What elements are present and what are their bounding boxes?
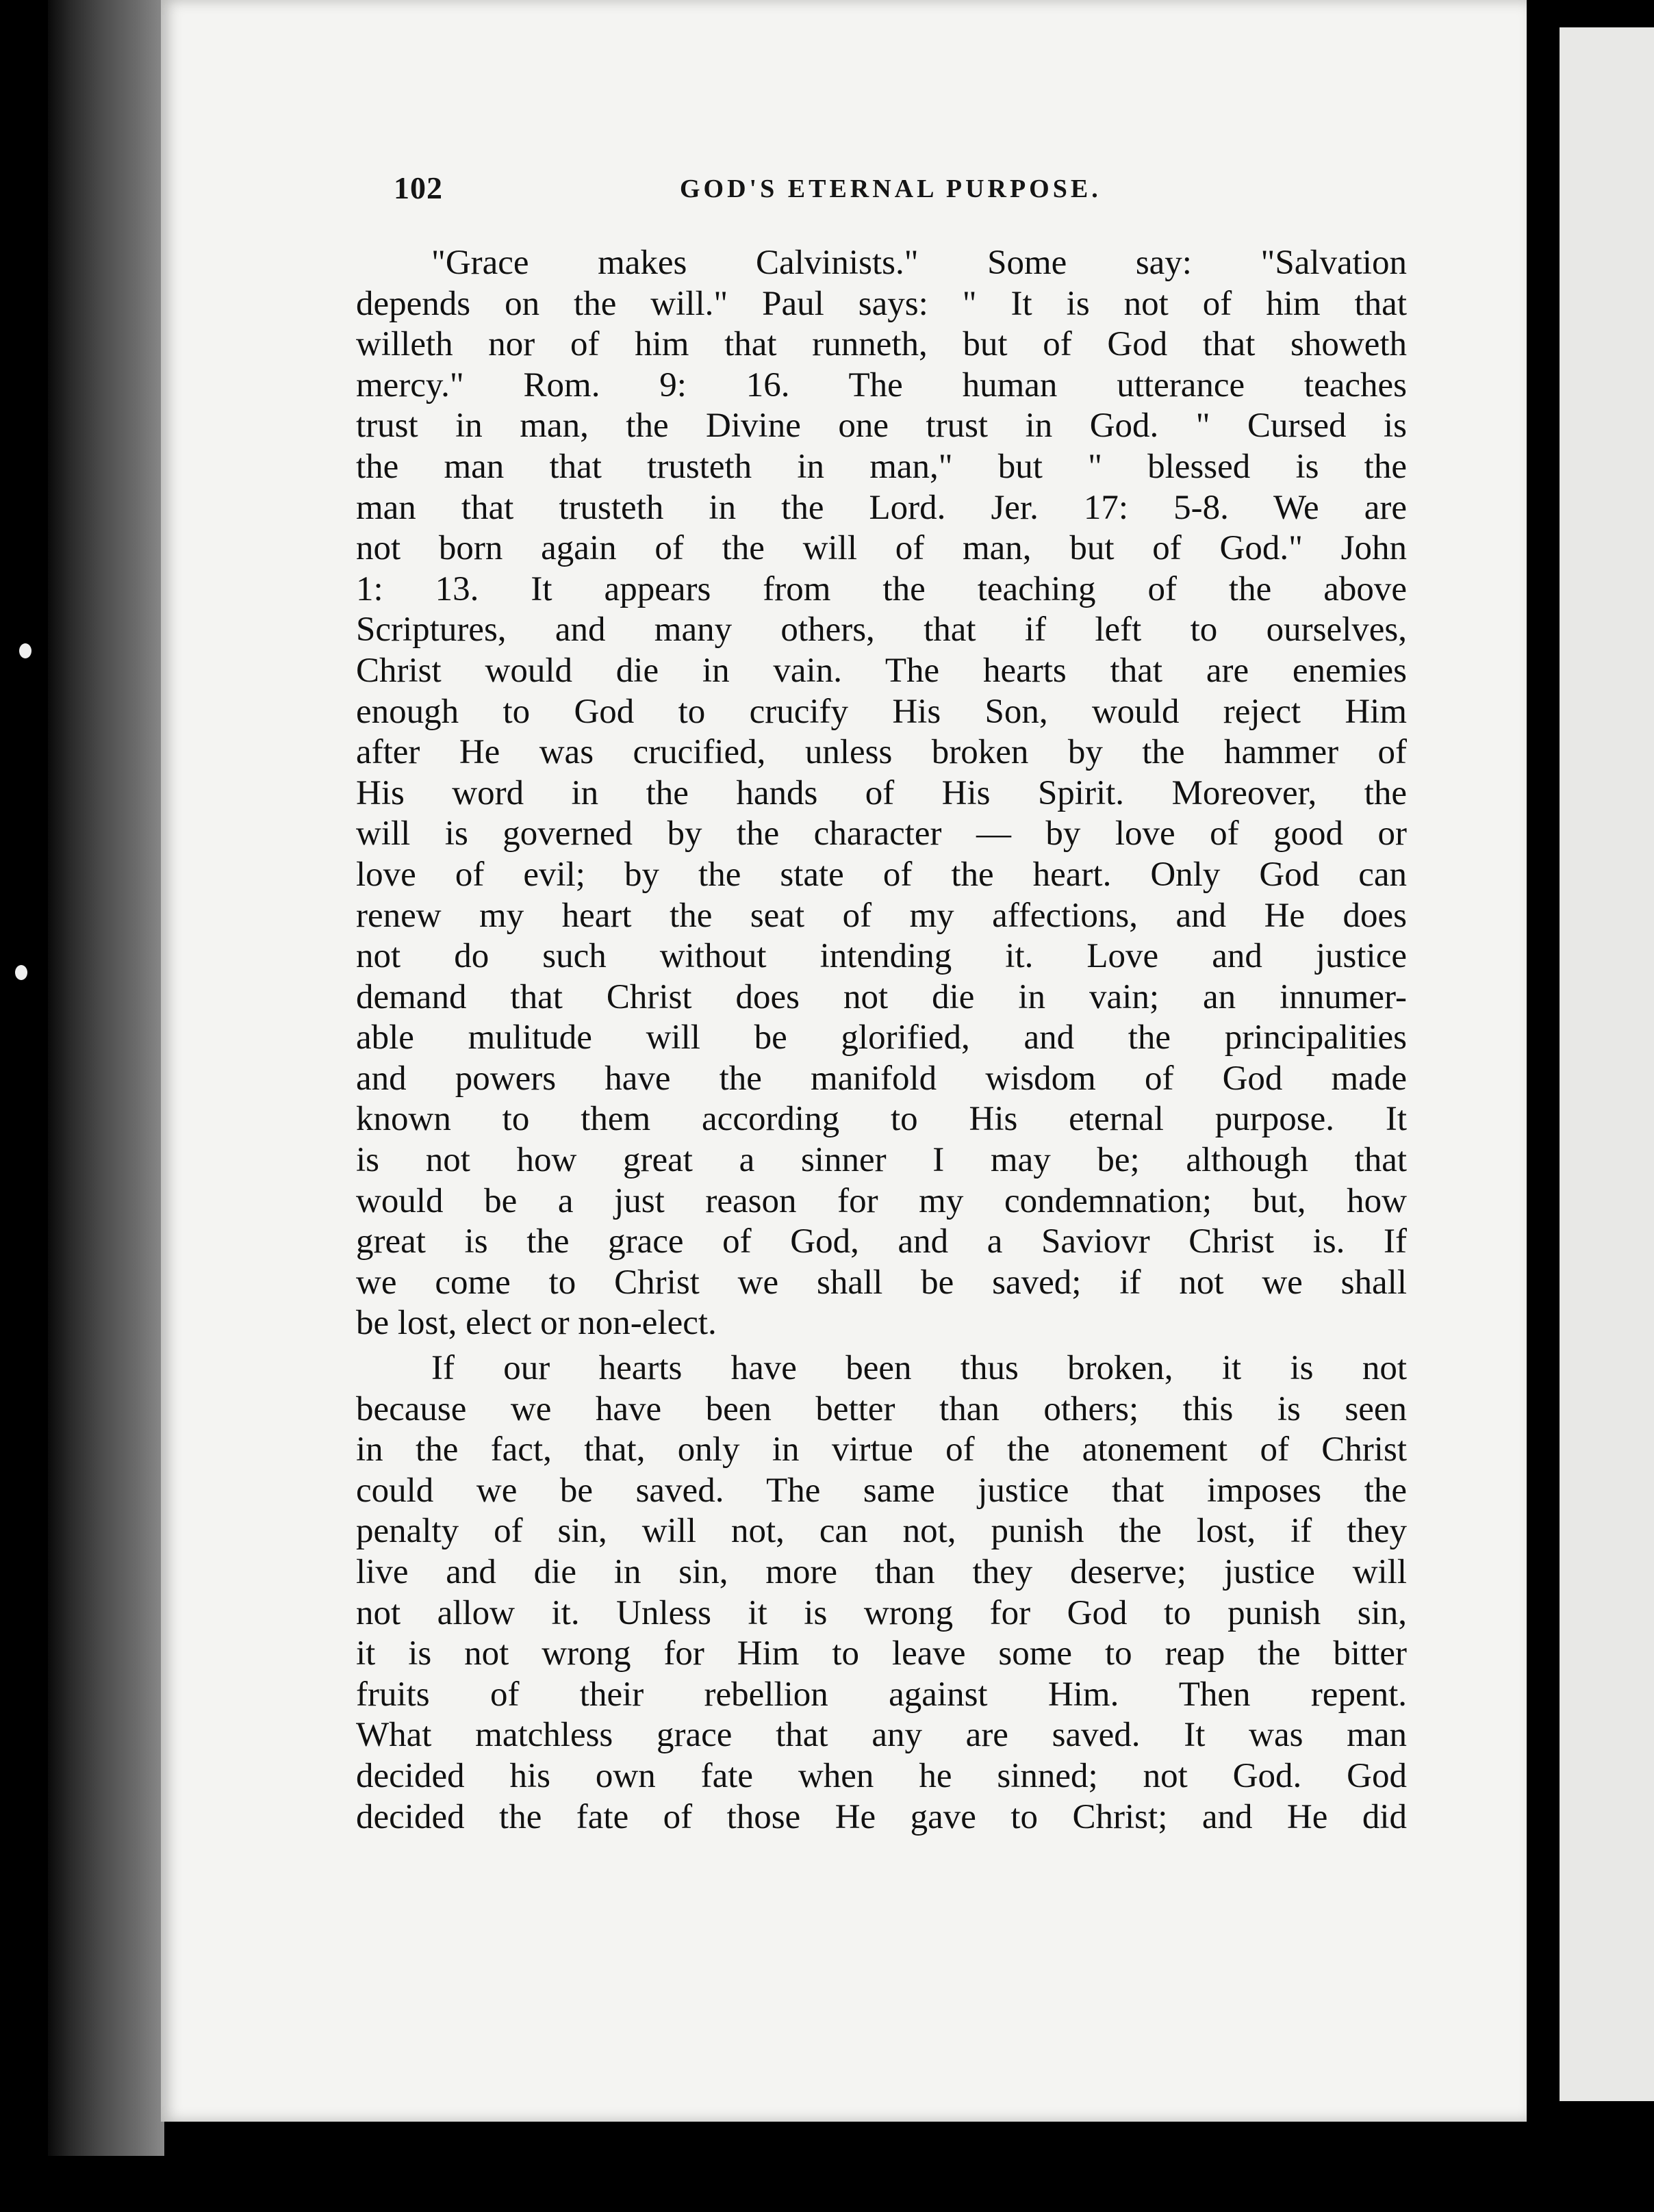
text-line: decided his own fate when he sinned; not God. God	[356, 1756, 1407, 1795]
text-line: and powers have the manifold wisdom of God made	[356, 1059, 1407, 1098]
running-head: GOD'S ETERNAL PURPOSE.	[680, 175, 1102, 203]
text-line: enough to God to crucify His Son, would reject Him	[356, 692, 1407, 731]
text-line: not do such without intending it. Love and justice	[356, 937, 1407, 976]
page-number: 102	[394, 170, 443, 205]
body-text	[356, 243, 1407, 1838]
page-header	[394, 170, 1407, 218]
paragraph-2	[356, 1348, 1407, 1838]
text-line: love of evil; by the state of the heart. Only God can	[356, 855, 1407, 894]
text-line: fruits of their rebellion against Him. Then repent.	[356, 1675, 1407, 1714]
text-line: Scriptures, and many others, that if left to ourselves,	[356, 610, 1407, 650]
text-line: we come to Christ we shall be saved; if not we shall	[356, 1263, 1407, 1302]
text-line: known to them according to His eternal purpose. It	[356, 1100, 1407, 1139]
text-line: be lost, elect or non-elect.	[356, 1304, 717, 1343]
scan-speck	[19, 643, 31, 658]
text-line: after He was crucified, unless broken by the hammer of	[356, 733, 1407, 772]
paragraph-1	[356, 243, 1407, 1344]
text-line: willeth nor of him that runneth, but of God that showeth	[356, 325, 1407, 364]
text-line: His word in the hands of His Spirit. Moreover, the	[356, 773, 1407, 812]
facing-page-edge	[1560, 27, 1654, 2101]
text-line: Christ would die in vain. The hearts that are enemies	[356, 651, 1407, 690]
text-line: man that trusteth in the Lord. Jer. 17: 5-8. We are	[356, 488, 1407, 527]
text-line: not allow it. Unless it is wrong for God to punish sin,	[356, 1593, 1407, 1632]
text-line: the man that trusteth in man," but " blessed is the	[356, 447, 1407, 486]
text-line: decided the fate of those He gave to Christ; and He did	[356, 1797, 1407, 1836]
text-line: in the fact, that, only in virtue of the atonement of Christ	[356, 1430, 1407, 1469]
text-line: live and die in sin, more than they deserve; justice will	[356, 1553, 1407, 1591]
text-line: able mulitude will be glorified, and the principalities	[356, 1018, 1407, 1057]
text-line: will is governed by the character — by love of good or	[356, 814, 1407, 853]
text-line: it is not wrong for Him to leave some to reap the bitter	[356, 1634, 1407, 1673]
text-line: depends on the will." Paul says: " It is not of him that	[356, 284, 1407, 323]
text-line: If our hearts have been thus broken, it is not	[431, 1349, 1407, 1388]
text-line: great is the grace of God, and a Saviovr Christ is. If	[356, 1222, 1407, 1261]
text-line: demand that Christ does not die in vain; an innumer-	[356, 977, 1407, 1016]
text-line: could we be saved. The same justice that imposes the	[356, 1471, 1407, 1510]
text-line: because we have been better than others; this is seen	[356, 1389, 1407, 1428]
text-line: 1: 13. It appears from the teaching of the above	[356, 569, 1407, 608]
text-line: would be a just reason for my condemnation; but, how	[356, 1181, 1407, 1220]
text-line: not born again of the will of man, but of God." John	[356, 529, 1407, 568]
text-line: "Grace makes Calvinists." Some say: "Salvation	[431, 244, 1407, 282]
text-line: What matchless grace that any are saved. It was man	[356, 1716, 1407, 1755]
text-line: trust in man, the Divine one trust in God. " Cursed is	[356, 407, 1407, 446]
book-gutter	[48, 0, 164, 2156]
scan-speck	[15, 965, 27, 980]
text-line: is not how great a sinner I may be; although that	[356, 1141, 1407, 1180]
text-line: renew my heart the seat of my affections, and He does	[356, 896, 1407, 935]
text-line: penalty of sin, will not, can not, punish the lost, if they	[356, 1512, 1407, 1551]
text-line: mercy." Rom. 9: 16. The human utterance teaches	[356, 365, 1407, 404]
